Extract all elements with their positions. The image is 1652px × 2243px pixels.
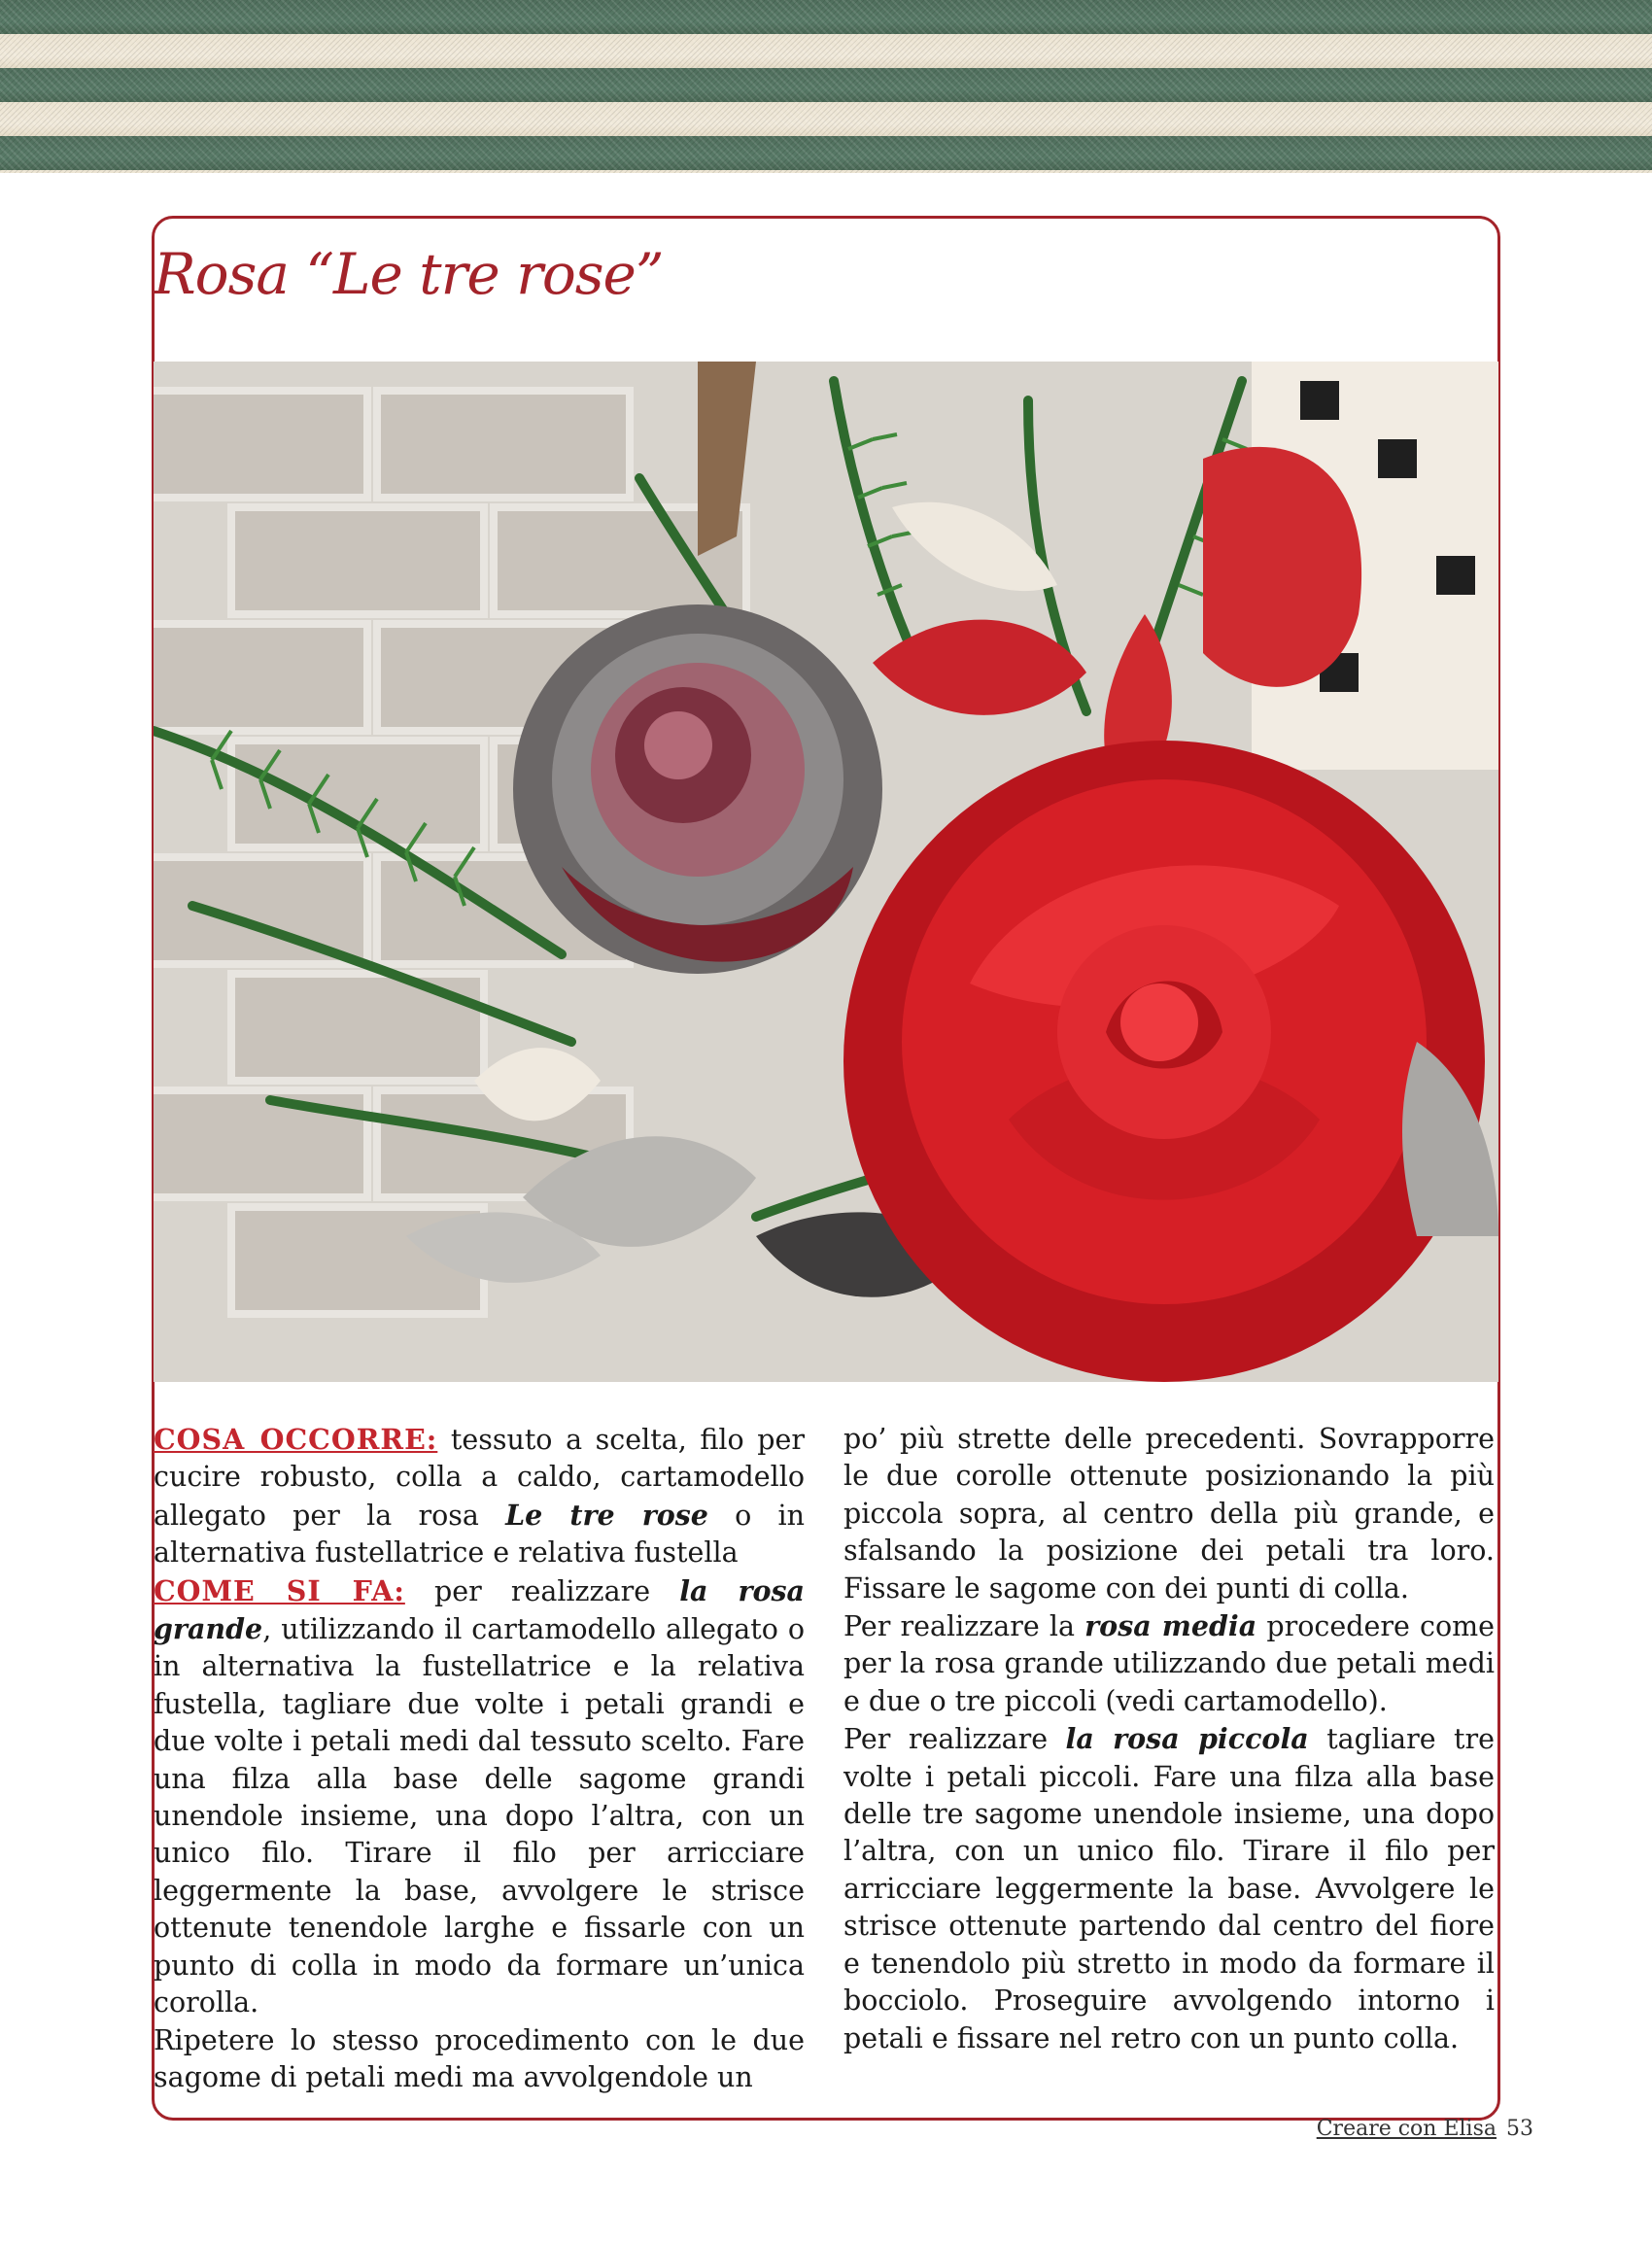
materials-text-a: tessuto a scelta, filo per cucire robusto, colla a caldo, cartamodello allegato per la rosa: [154, 1424, 805, 1532]
small-rose-paragraph: [843, 1720, 1495, 2057]
medium-rose-text-a: Per realizzare la: [843, 1610, 1085, 1643]
article-text: [154, 1421, 1498, 2101]
page-number: 53: [1506, 2117, 1533, 2141]
small-rose-text-b: tagliare tre volte i petali piccoli. Fare una filza alla base delle tre sagome unendole insieme, una dopo l’altra, con un unico filo. Tirare il filo per arricciare leggermente la base. Avvolgere le strisce ottenute partendo dal centro del fiore e tenendolo più stretto in modo da formare il bocciolo. Proseguire avvolgendo intorno i petali e fissare nel retro con un punto colla.: [843, 1723, 1495, 2054]
text-column-right: [843, 1421, 1495, 2057]
page-footer: [1317, 2117, 1533, 2141]
medium-rose-text-b: procedere come per la rosa grande utilizzando due petali medi e due o tre piccoli (vedi cartamodello).: [843, 1610, 1495, 1717]
rose-wreath-photo: [154, 362, 1498, 1382]
small-rose-emphasis: la rosa piccola: [1065, 1722, 1309, 1756]
instructions-text-b: , utilizzando il cartamodello allegato o in alternativa la fustellatrice e la relativa fustella, tagliare due volte i petali grandi e due volte i petali medi dal tessuto scelto. Fare una filza alla base delle sagome grandi unendole insieme, una dopo l’altra, con un unico filo. Tirare il filo per arricciare leggermente la base, avvolgere le strisce ottenute tenendole larghe e fissarle con un punto di colla in modo da formare un’unica corolla.: [154, 1613, 805, 2019]
materials-text-b: o in alternativa fustellatrice e relativa fustella: [154, 1499, 805, 1570]
overlap-paragraph: po’ più strette delle precedenti. Sovrapporre le due corolle ottenute posizionando la più piccola sopra, al centro della più grande, e sfalsando la posizione dei petali tra loro. Fissare le sagome con dei punti di colla.: [843, 1423, 1495, 1605]
materials-paragraph: [154, 1421, 805, 1572]
medium-rose-paragraph: [843, 1607, 1495, 1720]
small-rose-text-a: Per realizzare: [843, 1723, 1066, 1756]
magazine-name: Creare con Elisa: [1316, 2117, 1497, 2141]
instructions-paragraph: [154, 1572, 805, 2022]
materials-label: COSA OCCORRE:: [154, 1423, 438, 1456]
repeat-paragraph: Ripetere lo stesso procedimento con le due sagome di petali medi ma avvolgendole un: [154, 2023, 805, 2093]
materials-emphasis: Le tre rose: [505, 1498, 708, 1532]
instructions-text-a: per realizzare: [404, 1574, 680, 1607]
medium-rose-emphasis: rosa media: [1084, 1609, 1257, 1643]
striped-fabric-banner: [0, 0, 1652, 173]
instructions-emphasis: la rosa grande: [154, 1573, 805, 1646]
instructions-label: COME SI FA:: [154, 1573, 405, 1607]
text-column-left: [154, 1421, 805, 2096]
page-title: Rosa “Le tre rose”: [154, 241, 664, 307]
